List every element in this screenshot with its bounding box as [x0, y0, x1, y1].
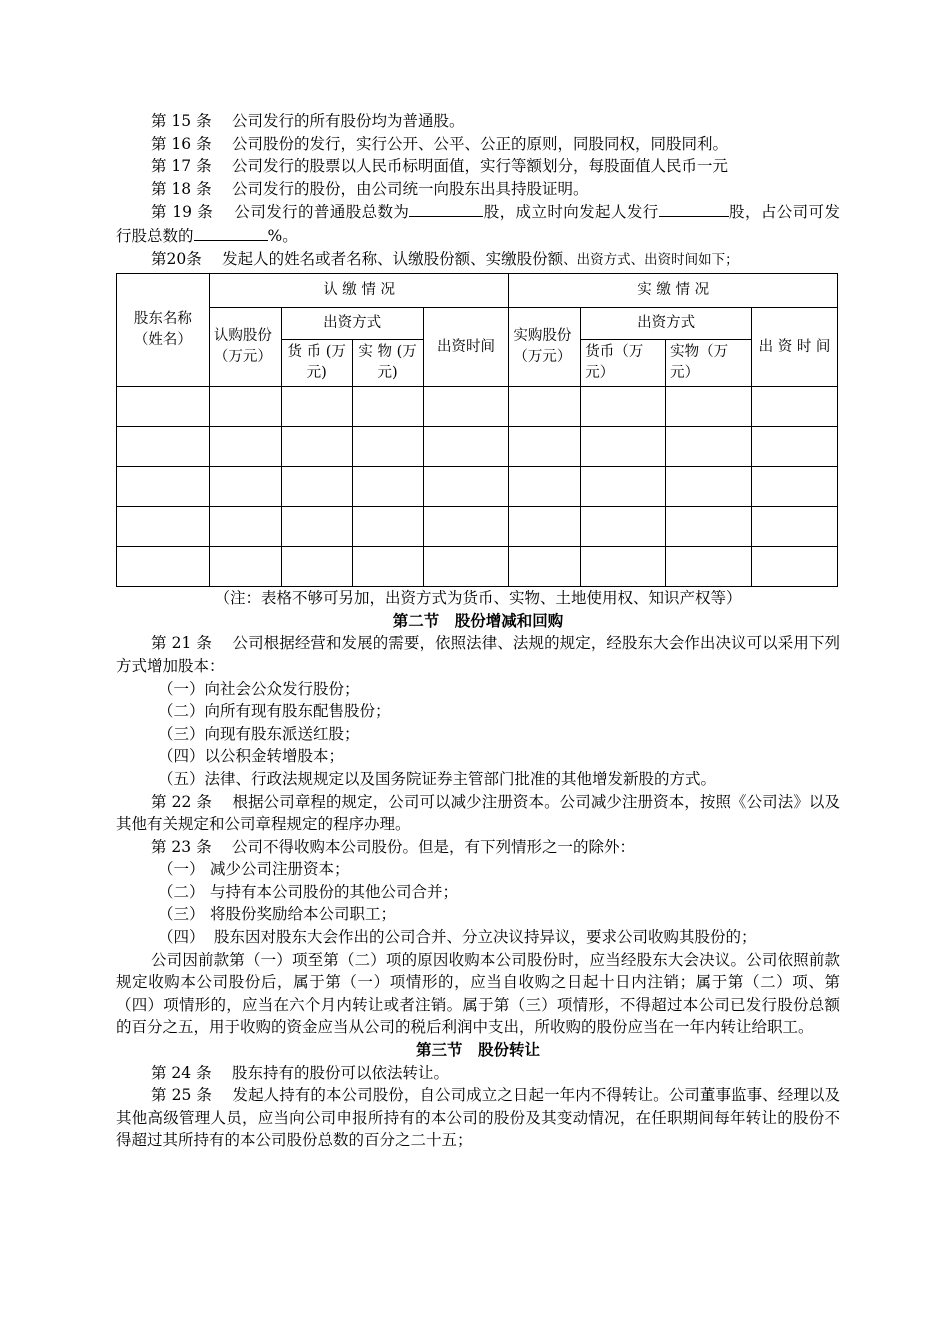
table-note: （注：表格不够可另加，出资方式为货币、实物、土地使用权、知识产权等） [214, 589, 742, 608]
article-17: 第 17 条 公司发行的股票以人民币标明面值，实行等额划分，每股面值人民币一元 [151, 157, 729, 176]
section-2-title: 第二节 股份增减和回购 [392, 611, 564, 630]
article-20: 第20条 发起人的姓名或者名称、认缴股份额、实缴股份额、出资方式、出资时间如下； [151, 249, 739, 268]
article-24: 第 24 条 股东持有的股份可以依法转让。 [151, 1063, 450, 1082]
list-item: （二） 与持有本公司股份的其他公司合并； [158, 882, 459, 901]
document-page [116, 110, 840, 1152]
header-kind: 实 物 (万元) [352, 340, 423, 387]
list-item: （三）向现有股东派送红股； [158, 724, 360, 743]
blank-total-shares [409, 200, 483, 217]
list-item: （二）向所有现有股东配售股份； [158, 702, 391, 721]
header-paid: 实 缴 情 况 [509, 274, 838, 308]
list-item: （三） 将股份奖励给本公司职工； [158, 905, 397, 924]
article-25: 第 25 条 发起人持有的本公司股份，自公司成立之日起一年内不得转让。公司董事监事、经理以及其他高级管理人员，应当向公司申报所持有的本公司的股份及其变动情况，在任职期间每年转让的股份不得超过其所持有的本公司股份总数的百分之二十五； [116, 1086, 840, 1150]
article-23-paragraph: 公司因前款第（一）项至第（二）项的原因收购本公司股份时，应当经股东大会决议。公司依照前款规定收购本公司股份后，属于第（一）项情形的，应当自收购之日起十日内注销；属于第（二）项、第（四）项情形的，应当在六个月内转让或者注销。属于第（三）项情形，不得超过本公司已发行股份总额的百分之五，用于收购的资金应当从公司的税后利润中支出，所收购的股份应当在一年内转让给职工。 [116, 950, 840, 1037]
blank-founder-shares [659, 200, 729, 217]
list-item: （五）法律、行政法规规定以及国务院证券主管部门批准的其他增发新股的方式。 [158, 769, 717, 788]
table-row [117, 387, 838, 427]
header-paid-method: 出资方式 [581, 308, 752, 340]
table-row [117, 547, 838, 587]
header-paid-time: 出 资 时 间 [752, 308, 838, 387]
header-currency: 货 币 (万元) [281, 340, 352, 387]
article-19: 第 19 条 公司发行的普通股总数为 股，成立时向发起人发行 股，占公司可发行股总数的 %。 [116, 200, 840, 247]
article-21: 第 21 条 公司根据经营和发展的需要，依照法律、法规的规定，经股东大会作出决议可以采用下列方式增加股本： [116, 634, 840, 675]
header-paid-shares: 实购股份（万元） [509, 308, 581, 387]
list-item: （四）以公积金转增股本； [158, 747, 345, 766]
table-row [117, 507, 838, 547]
article-23: 第 23 条 公司不得收购本公司股份。但是，有下列情形之一的除外： [151, 837, 636, 856]
blank-percentage [194, 224, 268, 241]
table-row [117, 427, 838, 467]
article-22: 第 22 条 根据公司章程的规定，公司可以减少注册资本。公司减少注册资本，按照《公司法》以及其他有关规定和公司章程规定的程序办理。 [116, 792, 840, 834]
header-contribution-method: 出资方式 [281, 308, 423, 340]
article-16: 第 16 条 公司股份的发行，实行公开、公平、公正的原则，同股同权，同股同利。 [151, 134, 729, 153]
article-15: 第 15 条 公司发行的所有股份均为普通股。 [151, 112, 465, 130]
header-subscribed: 认 缴 情 况 [209, 274, 509, 308]
list-item: （一） 减少公司注册资本； [158, 860, 350, 879]
header-shareholder-name: 股东名称（姓名） [117, 274, 210, 387]
list-item: （一）向社会公众发行股份； [158, 679, 360, 698]
header-paid-kind: 实物（万元） [666, 340, 752, 387]
table-row [117, 467, 838, 507]
header-subscribed-shares: 认购股份（万元） [209, 308, 281, 387]
header-paid-currency: 货币（万元） [581, 340, 666, 387]
list-item: （四） 股东因对股东大会作出的公司合并、分立决议持异议，要求公司收购其股份的； [158, 928, 757, 947]
section-3-title: 第三节 股份转让 [415, 1041, 540, 1060]
founders-table [116, 273, 838, 587]
header-contribution-time: 出资时间 [423, 308, 509, 387]
article-18: 第 18 条 公司发行的股份，由公司统一向股东出具持股证明。 [151, 179, 589, 198]
